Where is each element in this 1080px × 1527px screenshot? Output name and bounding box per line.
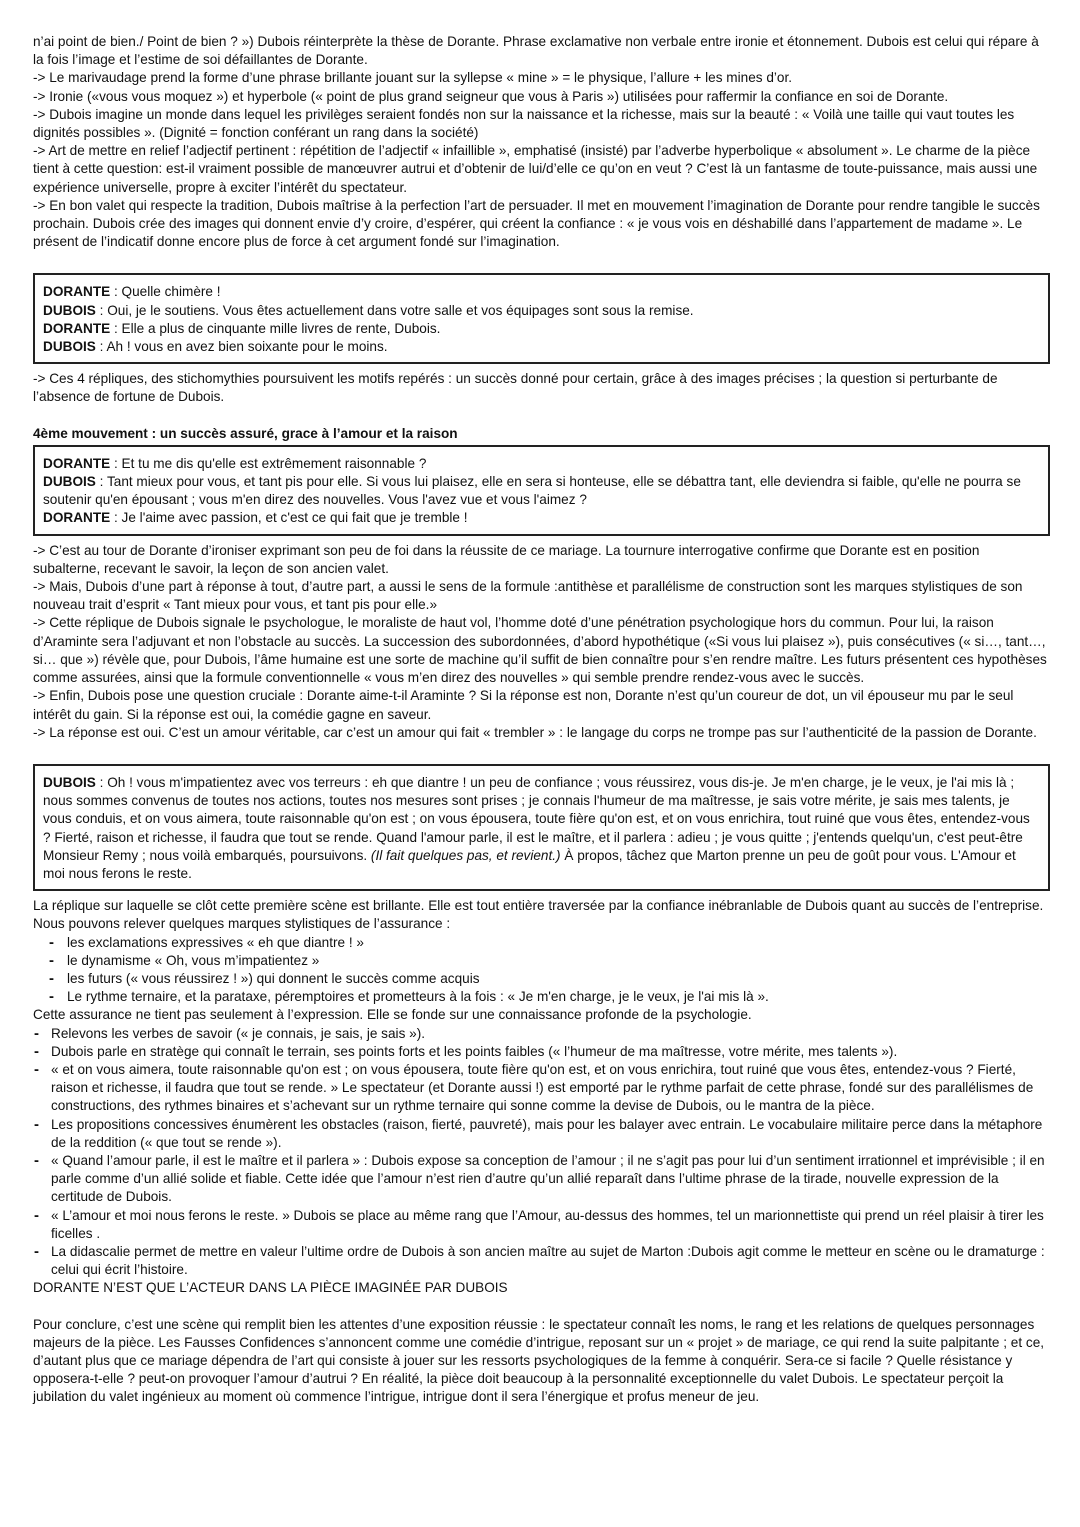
- speaker-name: DORANTE: [43, 284, 111, 300]
- spacer: [33, 251, 1050, 269]
- stage-direction: (Il fait quelques pas, et revient.): [370, 847, 561, 863]
- paragraph: -> Cette réplique de Dubois signale le psychologue, le moraliste de haut vol, l’homme doté d’une pénétration psychologique hors du commun. Pour lui, la raison d’Araminte sera l’adjuvant et non l’obstacle au succès. La succession des subordonnées, d’abord hypothétique («Si vous lui plaisez »), puis consécutives (« si…, tant…, si… que ») révèle que, pour Dubois, l’âme humaine est une sorte de machine qu’il suffit de bien connaître pour s’en rendre maître. Les futurs présentent ces hypothèses comme assurées, ainsi que la formule conventionnelle « vous m’en direz des nouvelles » qui semble prendre rendez-vous avec le succès.: [33, 615, 1047, 686]
- dialogue-box-1: [33, 273, 1050, 364]
- stylistic-marks-list: [33, 934, 1050, 1007]
- list-item: - Dubois parle en stratège qui connaît le terrain, ses points forts et les points faibles (« l’humeur de ma maîtresse, votre mérite, mes talents »).: [33, 1043, 1050, 1061]
- analysis-section-2: [33, 542, 1050, 742]
- speaker-name: DUBOIS: [43, 339, 96, 355]
- dialogue-text: : Quelle chimère !: [110, 284, 221, 300]
- dialogue-line: [43, 774, 1038, 883]
- dialogue-text: : Et tu me dis qu'elle est extrêmement raisonnable ?: [110, 455, 427, 471]
- dialogue-line: [43, 509, 1038, 527]
- list-item: - « L’amour et moi nous ferons le reste. » Dubois se place au même rang que l’Amour, au-dessus des hommes, tel un marionnettiste qui prend un réel plaisir à tirer les ficelles .: [33, 1207, 1050, 1243]
- dialogue-line: [43, 473, 1038, 509]
- dialogue-line: [43, 338, 1038, 356]
- dialogue-box-2: [33, 445, 1050, 536]
- list-item: - « Quand l’amour parle, il est le maître et il parlera » : Dubois expose sa conception de l’amour ; il ne s’agit pas pour lui d’un sentiment irrationnel et imprévisible ; il en parle comme d’un allié solide et fiable. Cette idée que l’amour n’est rien d’autre qu’un allié reparaît dans l’ultime phrase de la tirade, nouvelle expression de la certitude de Dubois.: [33, 1152, 1050, 1207]
- conclusion-paragraph: Pour conclure, c’est une scène qui remplit bien les attentes d’une exposition réussie : le spectateur connaît les noms, le rang et les relations de quelques personnages majeurs de la pièce. Les Fausses Confidences s’annoncent comme une comédie d’intrigue, reposant sur un « projet » de mariage, ce qui rend la suite palpitante ; et ce, d’autant plus que ce mariage dépendra de l’art qui consiste à jouer sur les ressorts psychologiques de la femme à conquérir. Sera-ce si facile ? Quelle résistance y opposera-t-elle ? peut-on provoquer l’amour d’autrui ? En réalité, la pièce doit beaucoup à la personnalité exceptionnelle du valet Dubois. Le spectateur perçoit la jubilation du valet ingénieux au moment où commence l’intrigue, intrigue dont il sera l’énergique et profus meneur de jeu.: [33, 1316, 1045, 1405]
- paragraph: -> Enfin, Dubois pose une question cruciale : Dorante aime-t-il Araminte ? Si la réponse est non, Dorante n’est qu’un coureur de dot, un vil épouseur mu par le seul intérêt du gain. Si la réponse est oui, la comédie gagne en saveur.: [33, 688, 1014, 722]
- list-item: - les futurs (« vous réussirez ! ») qui donnent le succès comme acquis: [49, 970, 1050, 988]
- speaker-name: DORANTE: [43, 510, 111, 526]
- dialogue-text: : Tant mieux pour vous, et tant pis pour elle. Si vous lui plaisez, elle en sera si honteuse, elle se débattra tant, elle deviendra si faible, qu'elle ne pourra se soutenir qu'en épousant ; vous m'en direz des nouvelles. Vous l'avez vue et vous l'aimez ?: [43, 474, 1021, 508]
- dialogue-text: : Ah ! vous en avez bien soixante pour le moins.: [95, 339, 388, 355]
- paragraph: -> Dubois imagine un monde dans lequel les privilèges seraient fondés non sur la naissance et la richesse, mais sur la beauté : « Voilà une taille qui vaut toutes les dignités possibles ». (Dignité = fonction conférant un rang dans la société): [33, 106, 1015, 141]
- list-item: - le dynamisme « Oh, vous m’impatientez »: [49, 952, 1050, 970]
- paragraph: -> C’est au tour de Dorante d’ironiser exprimant son peu de foi dans la réussite de ce mariage. La tournure interrogative confirme que Dorante est en position subalterne, recevant le savoir, la leçon de son ancien valet.: [33, 542, 980, 576]
- paragraph: -> En bon valet qui respecte la tradition, Dubois maîtrise à la perfection l’art de persuader. Il met en mouvement l’imagination de Dorante pour rendre tangible le succès prochain. Dubois crée des images qui donnent envie d’y croire, d’espérer, qui créent la confiance : « je vous vois en déshabillé dans l’appartement de madame ». Le présent de l’indicatif donne encore plus de force à cet argument fondé sur l’imagination.: [33, 197, 1040, 250]
- list-item: - « et on vous aimera, toute raisonnable qu'on est ; on vous épousera, toute fière qu'on est, et on vous enrichira, tout ruiné que vous êtes, entendez-vous ? Fierté, raison et richesse, il faudra que tout se rende. » Le spectateur (et Dorante aussi !) est emporté par le rythme parfait de cette phrase, fondé sur des parallélismes de constructions, des rythmes binaires et s’achevant sur un rythme ternaire qui sonne comme la devise de Dubois, ou le mantra de la pièce.: [33, 1061, 1050, 1116]
- dialogue-line: [43, 455, 1038, 473]
- dialogue-text: : Elle a plus de cinquante mille livres de rente, Dubois.: [110, 320, 441, 336]
- caps-statement: DORANTE N’EST QUE L’ACTEUR DANS LA PIÈCE IMAGINÉE PAR DUBOIS: [33, 1280, 508, 1296]
- dialogue-line: [43, 320, 1038, 338]
- psychology-points-list: [33, 1025, 1050, 1280]
- speaker-name: DUBOIS: [43, 302, 96, 318]
- paragraph: -> La réponse est oui. C’est un amour véritable, car c’est un amour qui fait « trembler » : le langage du corps ne trompe pas sur l’authenticité de la passion de Dorante.: [33, 724, 1037, 740]
- paragraph: La réplique sur laquelle se clôt cette première scène est brillante. Elle est tout entière traversée par la confiance inébranlable de Dubois quant au succès de l’entreprise.: [33, 898, 1044, 914]
- section-heading: 4ème mouvement : un succès assuré, grace à l’amour et la raison: [33, 425, 458, 441]
- spacer: [33, 742, 1050, 760]
- list-item: - les exclamations expressives « eh que diantre ! »: [49, 934, 1050, 952]
- spacer: [33, 407, 1050, 425]
- speaker-name: DUBOIS: [43, 774, 96, 790]
- paragraph: -> Le marivaudage prend la forme d’une phrase brillante jouant sur la syllepse « mine » = le physique, l’allure + les mines d’or.: [33, 70, 793, 86]
- paragraph: Nous pouvons relever quelques marques stylistiques de l’assurance :: [33, 916, 451, 932]
- dialogue-box-3: [33, 764, 1050, 891]
- paragraph: n’ai point de bien./ Point de bien ? ») Dubois réinterprète la thèse de Dorante. Phrase exclamative non verbale entre ironie et étonnement. Dubois est celui qui répare à la fois l’image et l’estime de soi défaillantes de Dorante.: [33, 34, 1039, 68]
- dialogue-line: [43, 283, 1038, 301]
- paragraph: -> Art de mettre en relief l’adjectif pertinent : répétition de l’adjectif « infaillible », emphatisé (insisté) par l’adverbe hyperbolique « absolument ». Le charme de la pièce tient à cette question: est-il vraiment possible de manœuvrer autrui et d’obtenir de lui/d’elle ce qu’on en veut ? C’est là un fantasme de toute-puissance, mais aussi une expérience universelle, propre à exciter l’intérêt du spectateur.: [33, 143, 1038, 195]
- paragraph: Cette assurance ne tient pas seulement à l’expression. Elle se fonde sur une connaissance profonde de la psychologie.: [33, 1007, 752, 1023]
- dialogue-text: : Oh ! vous m'impatientez avec vos terreurs : eh que diantre ! un peu de confiance ; vous réussirez, vous dis-je. Je m'en charge, je le veux, je l'ai mis là ; nous sommes convenus de toutes nos actions, toutes nos mesures sont prises ; je connais l'humeur de ma maîtresse, je sais votre mérite, je sais mes talents, je vous conduis, et on vous aimera, toute raisonnable qu'on est ; on vous épousera, toute fière qu'on est, et on vous enrichira, tout ruiné que vous êtes, entendez-vous ? Fierté, raison et richesse, il faudra que tout se rende. Quand l'amour parle, il est le maître, et il parlera : adieu ; je vous quitte ; j'entends quelqu'un, c'est peut-être Monsieur Remy ; nous voilà embarqués, poursuivons.: [43, 774, 1030, 863]
- list-item: - La didascalie permet de mettre en valeur l’ultime ordre de Dubois à son ancien maître au sujet de Marton :Dubois agit comme le metteur en scène ou le dramaturge : celui qui écrit l’histoire.: [33, 1243, 1050, 1279]
- final-analysis: [33, 897, 1050, 1297]
- dialogue-line: [43, 302, 1038, 320]
- dialogue-text: : Je l'aime avec passion, et c'est ce qui fait que je tremble !: [110, 510, 468, 526]
- list-item: - Relevons les verbes de savoir (« je connais, je sais, je sais »).: [33, 1025, 1050, 1043]
- speaker-name: DORANTE: [43, 455, 111, 471]
- list-item: - Les propositions concessives énumèrent les obstacles (raison, fierté, pauvreté), mais pour les balayer avec entrain. Le vocabulaire militaire perce dans la métaphore de la reddition (« que tout se rende »).: [33, 1116, 1050, 1152]
- list-item: - Le rythme ternaire, et la parataxe, péremptoires et prometteurs à la fois : « Je m'en charge, je le veux, je l'ai mis là ».: [49, 988, 1050, 1006]
- spacer: [33, 1298, 1050, 1316]
- speaker-name: DUBOIS: [43, 474, 96, 490]
- paragraph: -> Mais, Dubois d’une part à réponse à tout, d’autre part, a aussi le sens de la formule :antithèse et parallélisme de construction sont les marques stylistiques de son nouveau trait d’esprit « Tant mieux pour vous, et tant pis pour elle.»: [33, 579, 1023, 613]
- speaker-name: DORANTE: [43, 320, 111, 336]
- dialogue-text: : Oui, je le soutiens. Vous êtes actuellement dans votre salle et vos équipages sont sous la remise.: [95, 302, 694, 318]
- intro-section: [33, 33, 1050, 251]
- paragraph: -> Ces 4 répliques, des stichomythies poursuivent les motifs repérés : un succès donné pour certain, grâce à des images précises ; la question si perturbante de l’absence de fortune de Dubois.: [33, 371, 998, 405]
- paragraph: -> Ironie («vous vous moquez ») et hyperbole (« point de plus grand seigneur que vous à Paris ») utilisées pour raffermir la confiance en soi de Dorante.: [33, 88, 949, 104]
- dialogue-text: À propos, tâchez que Marton prenne un peu de goût pour vous. L'Amour et moi nous ferons le reste.: [43, 847, 1016, 881]
